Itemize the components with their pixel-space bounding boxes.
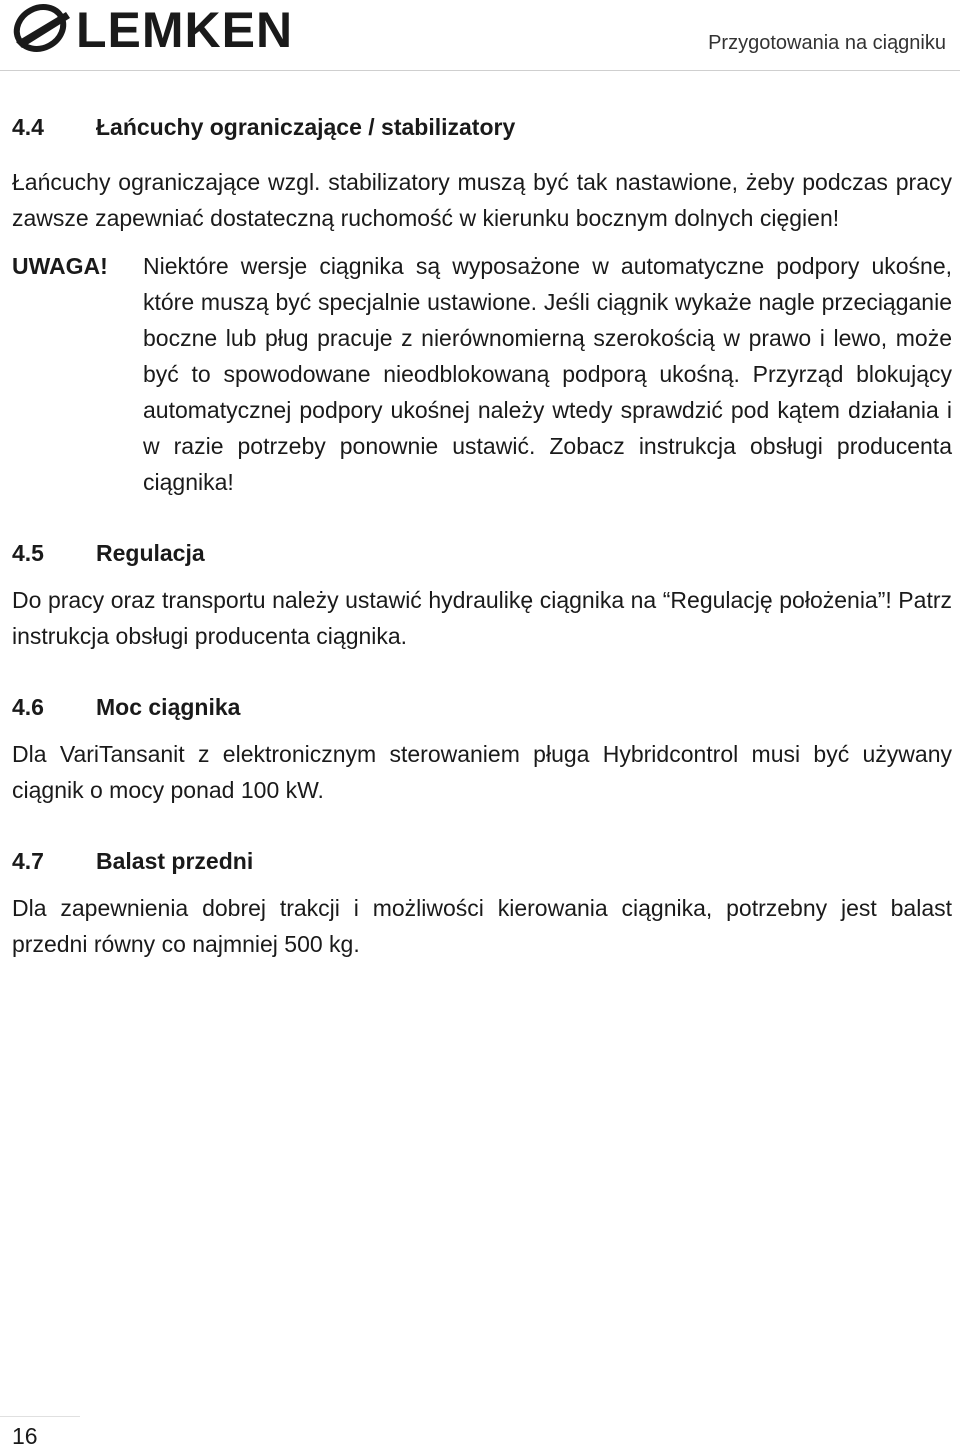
- section-title: Balast przedni: [96, 848, 254, 874]
- section-heading-4-6: [12, 692, 952, 722]
- section-heading-4-4: [12, 112, 952, 142]
- section-heading-4-7: [12, 846, 952, 876]
- section-title: Moc ciągnika: [96, 694, 241, 720]
- section-number: 4.7: [12, 848, 44, 874]
- header-divider: [0, 70, 960, 71]
- warning-block: [12, 248, 952, 500]
- section-heading-4-5: [12, 538, 952, 568]
- section-title: Łańcuchy ograniczające / stabilizatory: [96, 114, 516, 140]
- warning-text: Niektóre wersje ciągnika są wyposażone w automatyczne podpory ukośne, które muszą być specjalnie ustawione. Jeśli ciągnik wykaże nagle przeciąganie boczne lub pług pracuje z nierównomierną szerokością w prawo i lewo, może być to spowodowane nieodblokowaną podporą ukośną. Przyrząd blokujący automatycznej podpory ukośnej należy wtedy sprawdzić pod kątem działania i w razie potrzeby ponownie ustawić. Zobacz instrukcja obsługi producenta ciągnika!: [143, 253, 952, 495]
- section-number: 4.4: [12, 114, 44, 140]
- warning-label: UWAGA!: [12, 253, 108, 279]
- section-number: 4.6: [12, 694, 44, 720]
- lemken-logo: [10, 2, 300, 58]
- brand-name: LEMKEN: [76, 2, 294, 58]
- page-header: [0, 0, 960, 72]
- section-paragraph: Do pracy oraz transportu należy ustawić hydraulikę ciągnika na “Regulację położenia”! Patrz instrukcja obsługi producenta ciągnika.: [12, 587, 952, 649]
- section-paragraph: Łańcuchy ograniczające wzgl. stabilizatory muszą być tak nastawione, żeby podczas pracy zawsze zapewniać dostateczną ruchomość w kierunku bocznym dolnych cięgien!: [12, 169, 952, 231]
- lemken-emblem-icon: [10, 2, 74, 58]
- section-paragraph: Dla zapewnienia dobrej trakcji i możliwości kierowania ciągnika, potrzebny jest balast przedni równy co najmniej 500 kg.: [12, 895, 952, 957]
- section-paragraph: Dla VariTansanit z elektronicznym sterowaniem pługa Hybridcontrol musi być używany ciągnik o mocy ponad 100 kW.: [12, 741, 952, 803]
- header-title: Przygotowania na ciągniku: [708, 32, 946, 54]
- document-body: [12, 112, 952, 962]
- section-title: Regulacja: [96, 540, 205, 566]
- page-number: 16: [12, 1423, 38, 1449]
- footer-divider: [0, 1416, 80, 1417]
- section-number: 4.5: [12, 540, 44, 566]
